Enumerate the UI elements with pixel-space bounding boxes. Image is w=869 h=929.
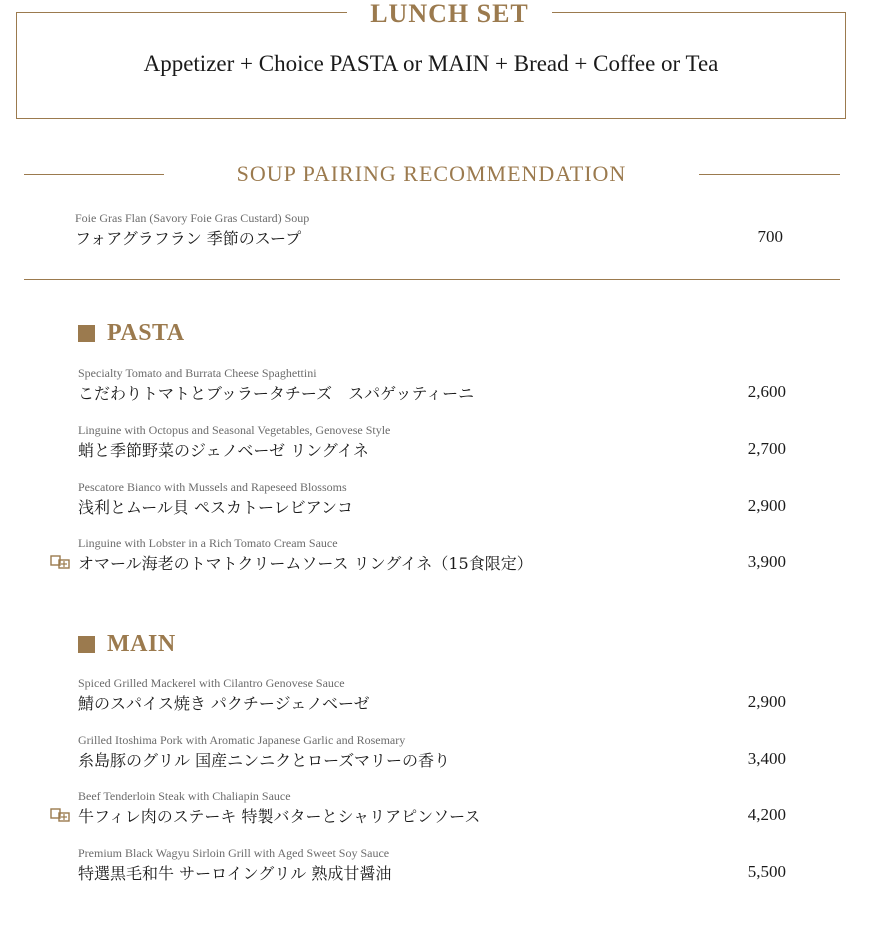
item-name-en: Foie Gras Flan (Savory Foie Gras Custard) Soup bbox=[75, 211, 310, 225]
pasta-item bbox=[78, 366, 798, 416]
item-price: 5,500 bbox=[747, 862, 786, 881]
item-name-en: Beef Tenderloin Steak with Chaliapin Sauce bbox=[78, 789, 291, 803]
item-name-jp: 牛フィレ肉のステーキ 特製バターとシャリアピンソース bbox=[78, 807, 481, 826]
item-name-jp: こだわりトマトとブッラータチーズ スパゲッティーニ bbox=[78, 384, 475, 403]
lunch-set-box bbox=[16, 0, 846, 119]
soup-rule-right bbox=[699, 174, 840, 175]
item-price: 2,700 bbox=[747, 439, 786, 458]
item-price: 3,900 bbox=[747, 552, 786, 571]
item-name-en: Linguine with Lobster in a Rich Tomato Cream Sauce bbox=[78, 536, 338, 550]
lunch-set-title: LUNCH SET bbox=[347, 1, 552, 29]
item-name-en: Specialty Tomato and Burrata Cheese Spaghettini bbox=[78, 366, 317, 380]
main-item bbox=[78, 846, 798, 896]
item-name-en: Premium Black Wagyu Sirloin Grill with Aged Sweet Soy Sauce bbox=[78, 846, 390, 860]
soup-rule-left bbox=[24, 174, 164, 175]
pasta-heading-label: PASTA bbox=[107, 320, 185, 346]
item-name-jp: フォアグラフラン 季節のスープ bbox=[75, 229, 302, 248]
soup-heading: SOUP PAIRING RECOMMENDATION bbox=[236, 161, 627, 186]
item-name-jp: オマール海老のトマトクリームソース リングイネ（15食限定） bbox=[78, 554, 533, 573]
item-name-en: Grilled Itoshima Pork with Aromatic Japanese Garlic and Rosemary bbox=[78, 733, 406, 747]
item-price: 2,900 bbox=[747, 496, 786, 515]
item-name-en: Pescatore Bianco with Mussels and Rapeseed Blossoms bbox=[78, 480, 347, 494]
main-heading bbox=[78, 631, 176, 658]
item-name-jp: 特選黒毛和牛 サーロイングリル 熟成甘醤油 bbox=[78, 864, 392, 883]
main-item bbox=[78, 676, 798, 726]
item-name-jp: 鯖のスパイス焼き パクチージェノベーゼ bbox=[78, 694, 370, 713]
pasta-item bbox=[78, 480, 798, 530]
price-plus-icon bbox=[50, 554, 72, 570]
main-heading-label: MAIN bbox=[107, 631, 176, 657]
square-bullet-icon bbox=[78, 636, 95, 653]
item-price: 700 bbox=[757, 227, 783, 246]
item-name-en: Linguine with Octopus and Seasonal Vegetables, Genovese Style bbox=[78, 423, 391, 437]
item-name-jp: 蛸と季節野菜のジェノベーゼ リングイネ bbox=[78, 441, 369, 460]
item-name-jp: 糸島豚のグリル 国産ニンニクとローズマリーの香り bbox=[78, 751, 450, 770]
lunch-set-description: Appetizer + Choice PASTA or MAIN + Bread + Coffee or Tea bbox=[143, 51, 719, 76]
soup-divider bbox=[24, 279, 840, 280]
item-price: 4,200 bbox=[747, 805, 786, 824]
item-name-en: Spiced Grilled Mackerel with Cilantro Genovese Sauce bbox=[78, 676, 345, 690]
main-item bbox=[78, 733, 798, 783]
main-item bbox=[78, 789, 798, 839]
soup-item bbox=[75, 211, 798, 261]
square-bullet-icon bbox=[78, 325, 95, 342]
item-price: 2,600 bbox=[747, 382, 786, 401]
item-name-jp: 浅利とムール貝 ペスカトーレビアンコ bbox=[78, 498, 354, 517]
item-price: 3,400 bbox=[747, 749, 786, 768]
pasta-item bbox=[78, 536, 798, 586]
item-price: 2,900 bbox=[747, 692, 786, 711]
pasta-item bbox=[78, 423, 798, 473]
pasta-heading bbox=[78, 320, 185, 347]
price-plus-icon bbox=[50, 807, 72, 823]
